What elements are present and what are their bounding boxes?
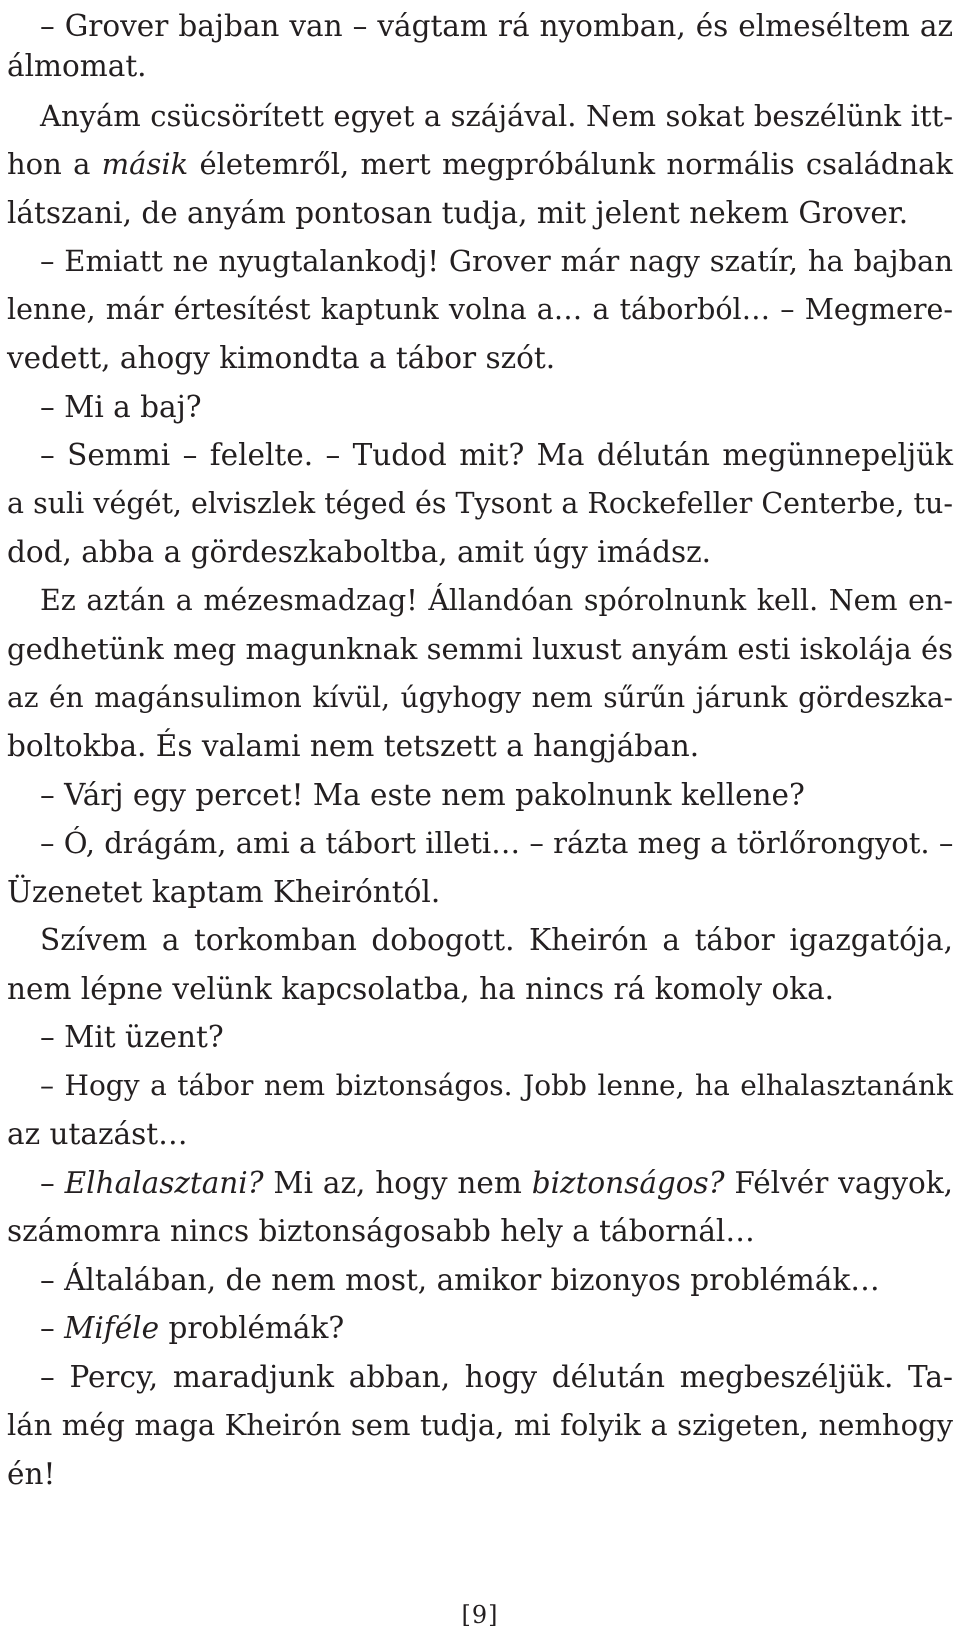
text-line xyxy=(7,1448,953,1500)
text: hon a xyxy=(7,147,102,181)
text: – xyxy=(40,1166,65,1200)
text-line xyxy=(7,623,953,675)
text: Ez aztán a mézesmadzag! Állandóan spórolnunk kell. Nem en- xyxy=(40,584,953,617)
text-line xyxy=(7,90,953,142)
text-line xyxy=(7,575,953,627)
text-line xyxy=(7,1157,953,1209)
text-line xyxy=(7,672,953,724)
text-line xyxy=(7,1060,953,1112)
text: az utazást… xyxy=(7,1117,188,1151)
italic-text: biztonságos? xyxy=(531,1166,725,1200)
text-line xyxy=(7,40,953,92)
text: – Ó, drágám, ami a tábort illeti… – rázta meg a törlőrongyot. – xyxy=(40,826,954,860)
text-line xyxy=(7,526,953,578)
text: lenne, már értesítést kaptunk volna a… a táborból… – Megmere- xyxy=(7,293,953,326)
text: gedhetünk meg magunknak semmi luxust anyám esti iskolája és xyxy=(7,632,953,666)
text: – Emiatt ne nyugtalankodj! Grover már nagy szatír, ha bajban xyxy=(40,244,953,278)
text-line xyxy=(7,235,953,287)
text: nem lépne velünk kapcsolatba, ha nincs rá komoly oka. xyxy=(7,972,835,1006)
text-line xyxy=(7,1011,953,1063)
text: – xyxy=(40,1311,65,1345)
text-line xyxy=(7,1205,953,1257)
text: Üzenetet kaptam Kheiróntól. xyxy=(7,875,441,909)
text: Szívem a torkomban dobogott. Kheirón a tábor igazgatója, xyxy=(40,923,953,957)
text-line xyxy=(7,138,953,190)
text-line xyxy=(7,478,953,530)
text-line xyxy=(7,817,953,869)
text-line xyxy=(7,1108,953,1160)
text: – Percy, maradjunk abban, hogy délután megbeszéljük. Ta- xyxy=(40,1360,953,1394)
text: Félvér vagyok, xyxy=(724,1166,954,1200)
text: – Mi a baj? xyxy=(40,390,202,424)
text-line xyxy=(7,1399,953,1451)
text-line xyxy=(7,769,953,821)
text-line xyxy=(7,720,953,772)
text-line xyxy=(7,1302,953,1354)
italic-text: Elhalasztani? xyxy=(64,1166,264,1200)
text: – Általában, de nem most, amikor bizonyos problémák… xyxy=(40,1263,880,1297)
text: boltokba. És valami nem tetszett a hangjában. xyxy=(7,729,700,763)
text: vedett, ahogy kimondta a tábor szót. xyxy=(7,341,556,375)
text: látszani, de anyám pontosan tudja, mit jelent nekem Grover. xyxy=(7,196,909,230)
text: álmomat. xyxy=(7,49,147,83)
text-line xyxy=(7,381,953,433)
italic-text: másik xyxy=(101,147,189,181)
text-line xyxy=(7,1254,953,1306)
text-line xyxy=(7,1351,953,1403)
text: én! xyxy=(7,1457,56,1491)
text-line xyxy=(7,963,953,1015)
text-line xyxy=(7,866,953,918)
text: – Várj egy percet! Ma este nem pakolnunk kellene? xyxy=(40,778,805,812)
text: számomra nincs biztonságosabb hely a tábornál… xyxy=(7,1214,755,1248)
italic-text: Miféle xyxy=(64,1311,160,1345)
text: lán még maga Kheirón sem tudja, mi folyik a szigeten, nemhogy xyxy=(7,1408,953,1442)
page-number: [9] xyxy=(461,1601,499,1629)
text: – Hogy a tábor nem biztonságos. Jobb lenne, ha elhalasztanánk xyxy=(40,1069,953,1102)
text-line xyxy=(7,914,953,966)
text-line xyxy=(7,332,953,384)
text: – Mit üzent? xyxy=(40,1020,224,1054)
text: dod, abba a gördeszkaboltba, amit úgy imádsz. xyxy=(7,535,712,569)
text: – Grover bajban van – vágtam rá nyomban, és elmeséltem az xyxy=(40,9,953,43)
text-line xyxy=(7,284,953,336)
text: Mi az, hogy nem xyxy=(263,1166,532,1200)
text: Anyám csücsörített egyet a szájával. Nem sokat beszélünk itt- xyxy=(40,99,953,133)
text: – Semmi – felelte. – Tudod mit? Ma délután megünnepeljük xyxy=(40,438,953,472)
text-line xyxy=(7,187,953,239)
text: az én magánsulimon kívül, úgyhogy nem sűrűn járunk gördeszka- xyxy=(7,681,953,714)
text: életemről, mert megpróbálunk normális családnak xyxy=(188,147,953,181)
text-line xyxy=(7,429,953,481)
text: a suli végét, elviszlek téged és Tysont a Rockefeller Centerbe, tu- xyxy=(7,487,953,520)
text: problémák? xyxy=(159,1311,345,1345)
